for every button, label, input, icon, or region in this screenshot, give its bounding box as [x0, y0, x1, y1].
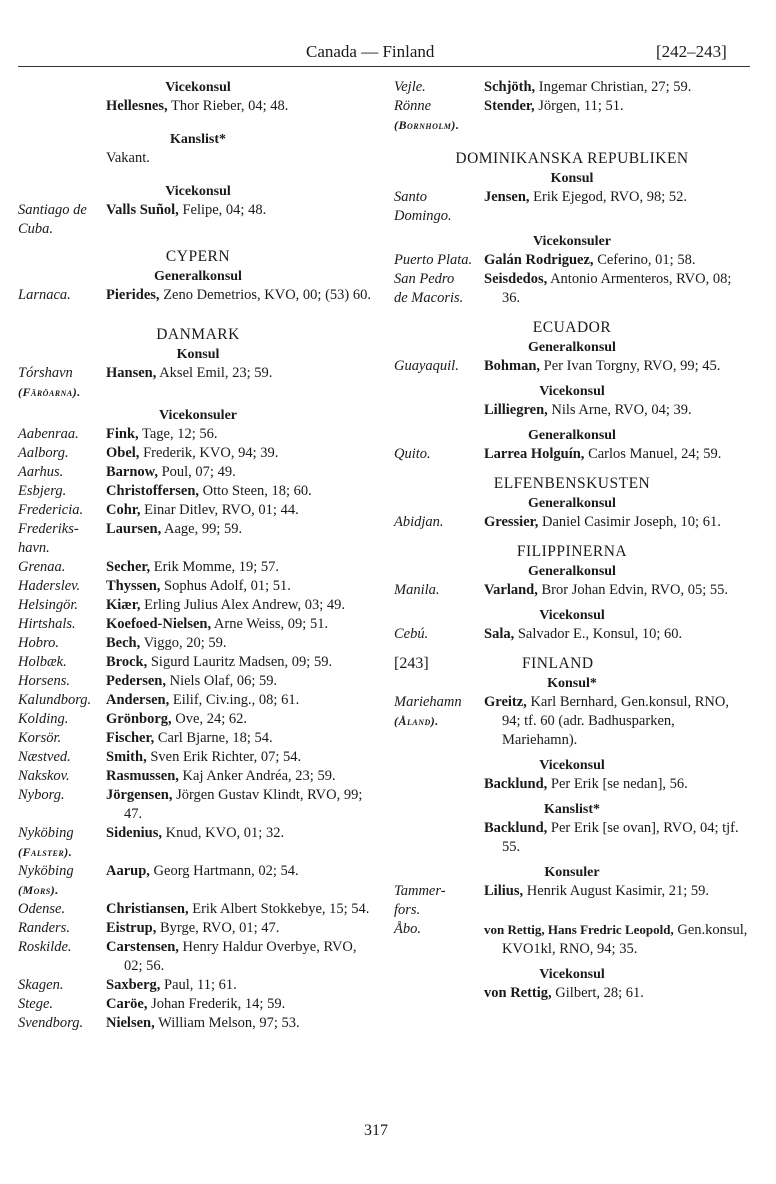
section-title: Generalkonsul	[528, 564, 616, 579]
list-item: Randers. Eistrup, Byrge, RVO, 01; 47.	[18, 920, 280, 936]
list-item: Backlund, Per Erik [se ovan], RVO, 04; tjf. 55.	[484, 820, 739, 855]
list-item: Horsens. Pedersen, Niels Olaf, 06; 59.	[18, 673, 278, 689]
list-item: Frederiks- havn. Laursen, Aage, 99; 59.	[18, 521, 243, 556]
running-title: Canada — Finland	[306, 42, 435, 61]
list-item: Hirtshals. Koefoed-Nielsen, Arne Weiss, 09; 51.	[18, 616, 329, 632]
section-title: Vicekonsuler	[532, 234, 612, 249]
list-item: Puerto Plata. Galán Rodriguez, Ceferino, 01; 58.	[394, 252, 696, 268]
section-title: Vicekonsul	[165, 184, 231, 199]
list-item: Vakant.	[106, 150, 150, 166]
list-item: Esbjerg. Christoffersen, Otto Steen, 18; 60.	[18, 483, 312, 499]
list-item: Næstved. Smith, Sven Erik Richter, 07; 54.	[18, 749, 302, 765]
header-rule	[18, 66, 750, 67]
country-heading: ECUADOR	[532, 319, 612, 336]
list-item: Haderslev. Thyssen, Sophus Adolf, 01; 51.	[18, 578, 291, 594]
section-title: Konsuler	[544, 865, 600, 880]
list-item: Svendborg. Nielsen, William Melson, 97; 53.	[18, 1015, 300, 1031]
list-item: Aalborg. Obel, Frederik, KVO, 94; 39.	[18, 445, 279, 461]
country-heading: ELFENBENSKUSTEN	[493, 475, 651, 492]
list-item: Santiago de Cuba. Valls Suñol, Felipe, 04; 48.	[18, 202, 267, 237]
section-title: Generalkonsul	[528, 496, 616, 511]
section-title: Generalkonsul	[528, 340, 616, 355]
list-item: Kalundborg. Andersen, Eilif, Civ.ing., 08; 61.	[18, 692, 300, 708]
list-item: San Pedro de Macoris. Seisdedos, Antonio Armenteros, RVO, 08; 36.	[394, 271, 732, 306]
list-item: Larnaca. Pierides, Zeno Demetrios, KVO, 00; (53) 60.	[18, 287, 371, 303]
section-title: Konsul*	[547, 676, 597, 691]
list-item: von Rettig, Gilbert, 28; 61.	[484, 985, 644, 1001]
list-item: Kolding. Grönborg, Ove, 24; 62.	[18, 711, 247, 727]
section-title: Konsul	[176, 347, 220, 362]
section-title: Vicekonsul	[165, 80, 231, 95]
list-item: Lilliegren, Nils Arne, RVO, 04; 39.	[484, 402, 692, 418]
country-heading: FINLAND	[522, 655, 594, 672]
list-item: Åbo. von Rettig, Hans Fredric Leopold, Gen.konsul, KVO1kl, RNO, 94; 35.	[394, 921, 748, 957]
list-item: Nakskov. Rasmussen, Kaj Anker Andréa, 23; 59.	[18, 768, 336, 784]
section-title: Kanslist*	[169, 132, 226, 147]
left-column	[18, 78, 378, 1033]
list-item: Mariehamn (Åland). Greitz, Karl Bernhard, Gen.konsul, RNO, 94; tf. 60 (adr. Badhusparken, Mariehamn).	[394, 694, 729, 748]
country-heading: DANMARK	[156, 326, 240, 343]
list-item: Guayaquil. Bohman, Per Ivan Torgny, RVO, 99; 45.	[394, 358, 721, 374]
list-item: Manila. Varland, Bror Johan Edvin, RVO, 05; 55.	[394, 582, 729, 598]
list-item: Hobro. Bech, Viggo, 20; 59.	[18, 635, 227, 651]
vicekonsuler-list	[18, 425, 378, 1033]
list-item: Korsör. Fischer, Carl Bjarne, 18; 54.	[18, 730, 273, 746]
list-item: Skagen. Saxberg, Paul, 11; 61.	[18, 977, 237, 993]
list-item: Rönne (Bornholm). Stender, Jörgen, 11; 51.	[394, 98, 624, 132]
list-item: Holbæk. Brock, Sigurd Lauritz Madsen, 09; 59.	[18, 654, 333, 670]
list-item: Stege. Caröe, Johan Frederik, 14; 59.	[18, 996, 286, 1012]
finland-heading-row	[394, 654, 750, 674]
list-item: Hellesnes, Thor Rieber, 04; 48.	[106, 98, 289, 114]
section-title: Kanslist*	[543, 802, 600, 817]
section-title: Konsul	[550, 171, 594, 186]
list-item: Tammer- fors. Lilius, Henrik August Kasimir, 21; 59.	[394, 883, 709, 918]
list-item: Nyköbing (Mors). Aarup, Georg Hartmann, 02; 54.	[18, 863, 299, 897]
list-item: Nyköbing (Falster). Sidenius, Knud, KVO, 01; 32.	[18, 825, 285, 859]
list-item: Fredericia. Cohr, Einar Ditlev, RVO, 01; 44.	[18, 502, 299, 518]
list-item: Quito. Larrea Holguín, Carlos Manuel, 24; 59.	[394, 446, 722, 462]
list-item: Odense. Christiansen, Erik Albert Stokkebye, 15; 54.	[18, 901, 370, 917]
right-column	[394, 78, 750, 1003]
list-item: Grenaa. Secher, Erik Momme, 19; 57.	[18, 559, 280, 575]
list-item: Backlund, Per Erik [se nedan], 56.	[484, 776, 688, 792]
list-item: Santo Domingo. Jensen, Erik Ejegod, RVO, 98; 52.	[394, 189, 688, 224]
list-item: Aabenraa. Fink, Tage, 12; 56.	[18, 426, 218, 442]
section-title: Vicekonsul	[539, 967, 605, 982]
section-title: Vicekonsul	[539, 608, 605, 623]
section-title: Generalkonsul	[528, 428, 616, 443]
list-item: Helsingör. Kiær, Erling Julius Alex Andrew, 03; 49.	[18, 597, 345, 613]
country-heading: FILIPPINERNA	[516, 543, 628, 560]
list-item: Tórshavn (Färöarna). Hansen, Aksel Emil, 23; 59.	[18, 365, 273, 399]
country-heading: CYPERN	[165, 248, 231, 265]
list-item: Aarhus. Barnow, Poul, 07; 49.	[18, 464, 236, 480]
section-title: Generalkonsul	[154, 269, 242, 284]
section-title: Vicekonsuler	[158, 408, 238, 423]
list-item: Abidjan. Gressier, Daniel Casimir Joseph, 10; 61.	[394, 514, 721, 530]
country-heading: DOMINIKANSKA REPUBLIKEN	[455, 150, 689, 167]
list-item: Vejle. Schjöth, Ingemar Christian, 27; 59.	[394, 79, 692, 95]
page-number: 317	[364, 1122, 388, 1139]
page-header	[0, 0, 776, 70]
section-title: Vicekonsul	[539, 758, 605, 773]
list-item: Cebú. Sala, Salvador E., Konsul, 10; 60.	[394, 626, 683, 642]
section-title: Vicekonsul	[539, 384, 605, 399]
list-item: Roskilde. Carstensen, Henry Haldur Overbye, RVO, 02; 56.	[18, 939, 357, 974]
page-range: [242–243]	[656, 42, 727, 61]
page-marker: [243]	[394, 655, 429, 672]
list-item: Nyborg. Jörgensen, Jörgen Gustav Klindt, RVO, 99; 47.	[18, 787, 363, 822]
